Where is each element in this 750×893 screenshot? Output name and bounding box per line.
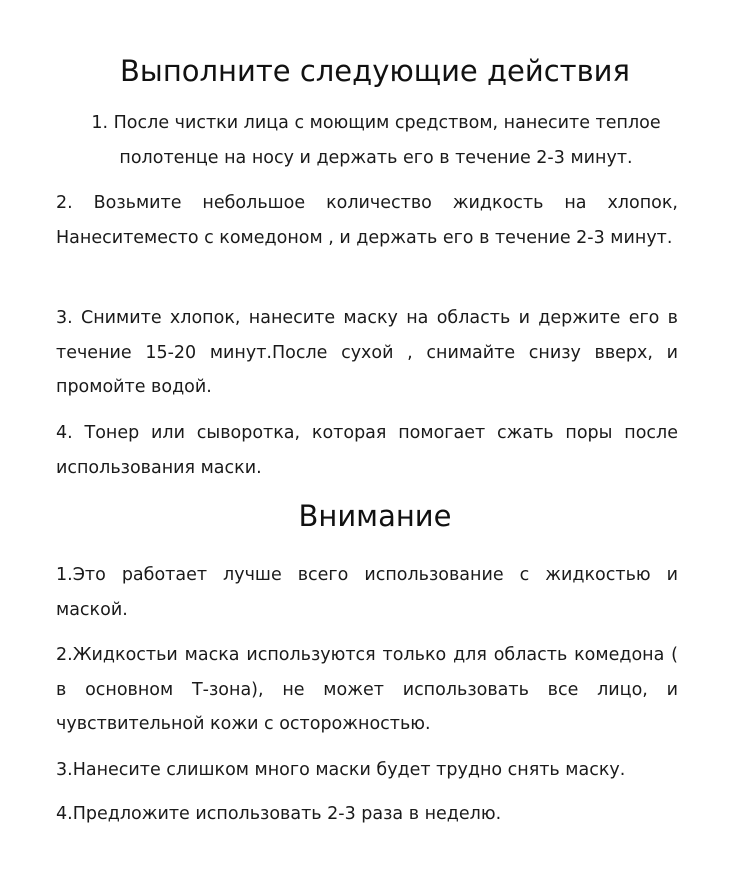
instruction-step-1: 1. После чистки лица с моющим средством, нанесите теплое полотенце на носу и держать его в течение 2-3 минут. (91, 113, 661, 168)
notice-item-1: 1.Это работает лучше всего использование с жидкостью и маской. (56, 565, 678, 620)
notice-title: Внимание (298, 499, 452, 533)
instruction-step-2: 2. Возьмите небольшое количество жидкость на хлопок, Нанеситеместо с комедоном , и держать его в течение 2-3 минут. (56, 193, 678, 248)
notice-item-2: 2.Жидкостьи маска используются только для область комедона ( в основном Т-зона), не может использовать все лицо, и чувствительной кожи с осторожностью. (56, 645, 678, 734)
instruction-step-3: 3. Снимите хлопок, нанесите маску на область и держите его в течение 15-20 минут.После сухой , снимайте снизу вверх, и промойте водой. (56, 308, 678, 397)
notice-item-4: 4.Предложите использовать 2-3 раза в неделю. (56, 804, 502, 824)
notice-item-3: 3.Нанесите слишком много маски будет трудно снять маску. (56, 760, 626, 780)
instruction-step-4: 4. Тонер или сыворотка, которая помогает сжать поры после использования маски. (56, 423, 678, 478)
instructions-title: Выполните следующие действия (120, 54, 630, 88)
